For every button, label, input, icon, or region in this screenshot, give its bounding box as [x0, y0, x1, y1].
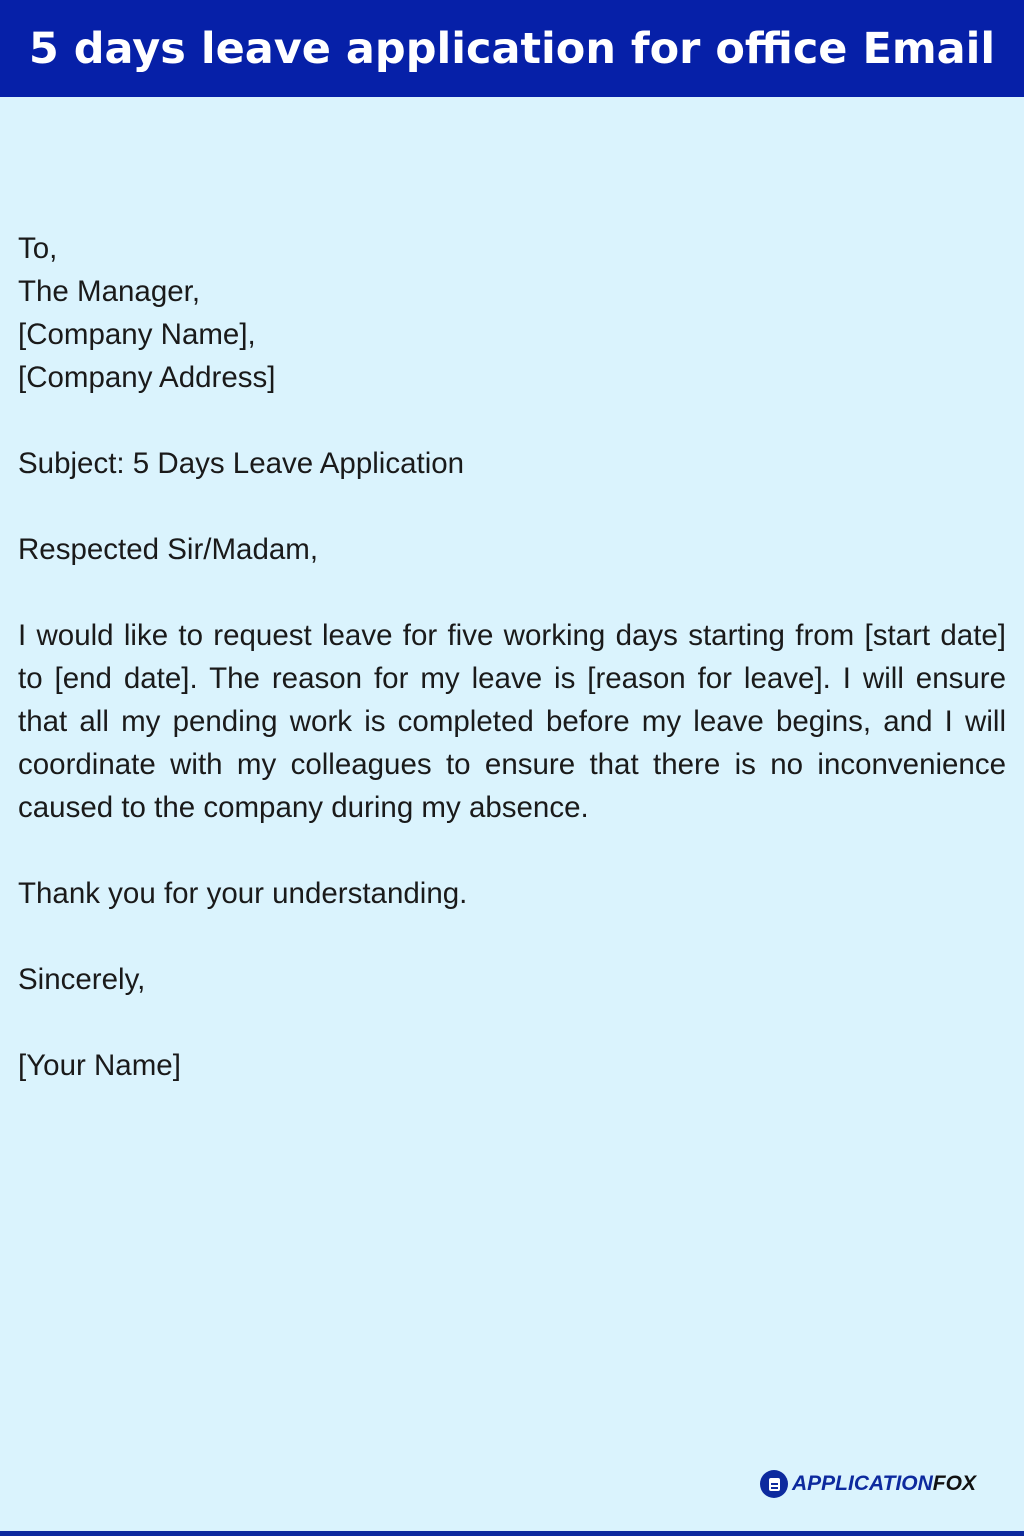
- page-title: 5 days leave application for office Email: [28, 23, 996, 74]
- header-banner: [0, 0, 1024, 97]
- signature: [Your Name]: [18, 1049, 181, 1082]
- subject-line: Subject: 5 Days Leave Application: [18, 447, 465, 480]
- letter-body: [18, 227, 1006, 1130]
- thanks-line: Thank you for your understanding.: [18, 877, 468, 910]
- closing: Sincerely,: [18, 963, 146, 996]
- address-line: The Manager,: [18, 275, 201, 308]
- salutation: Respected Sir/Madam,: [18, 533, 319, 566]
- address-line: [Company Address]: [18, 361, 276, 394]
- body-paragraph: I would like to request leave for five working days starting from [start date] to [end date]. The reason for my leave is [reason for leave]. I will ensure that all my pending work is completed before my leave begins, and I will coordinate with my colleagues to ensure that there is no inconvenience caused to the company during my absence.: [18, 619, 1006, 824]
- logo-text-fox: FOX: [932, 1472, 976, 1495]
- applicationfox-logo: [760, 1470, 976, 1498]
- logo-text-application: APPLICATION: [792, 1472, 933, 1495]
- bottom-border: [0, 1531, 1024, 1536]
- recipient-address: [18, 227, 1006, 399]
- address-line: To,: [18, 232, 58, 265]
- document-icon: [760, 1470, 788, 1498]
- address-line: [Company Name],: [18, 318, 256, 351]
